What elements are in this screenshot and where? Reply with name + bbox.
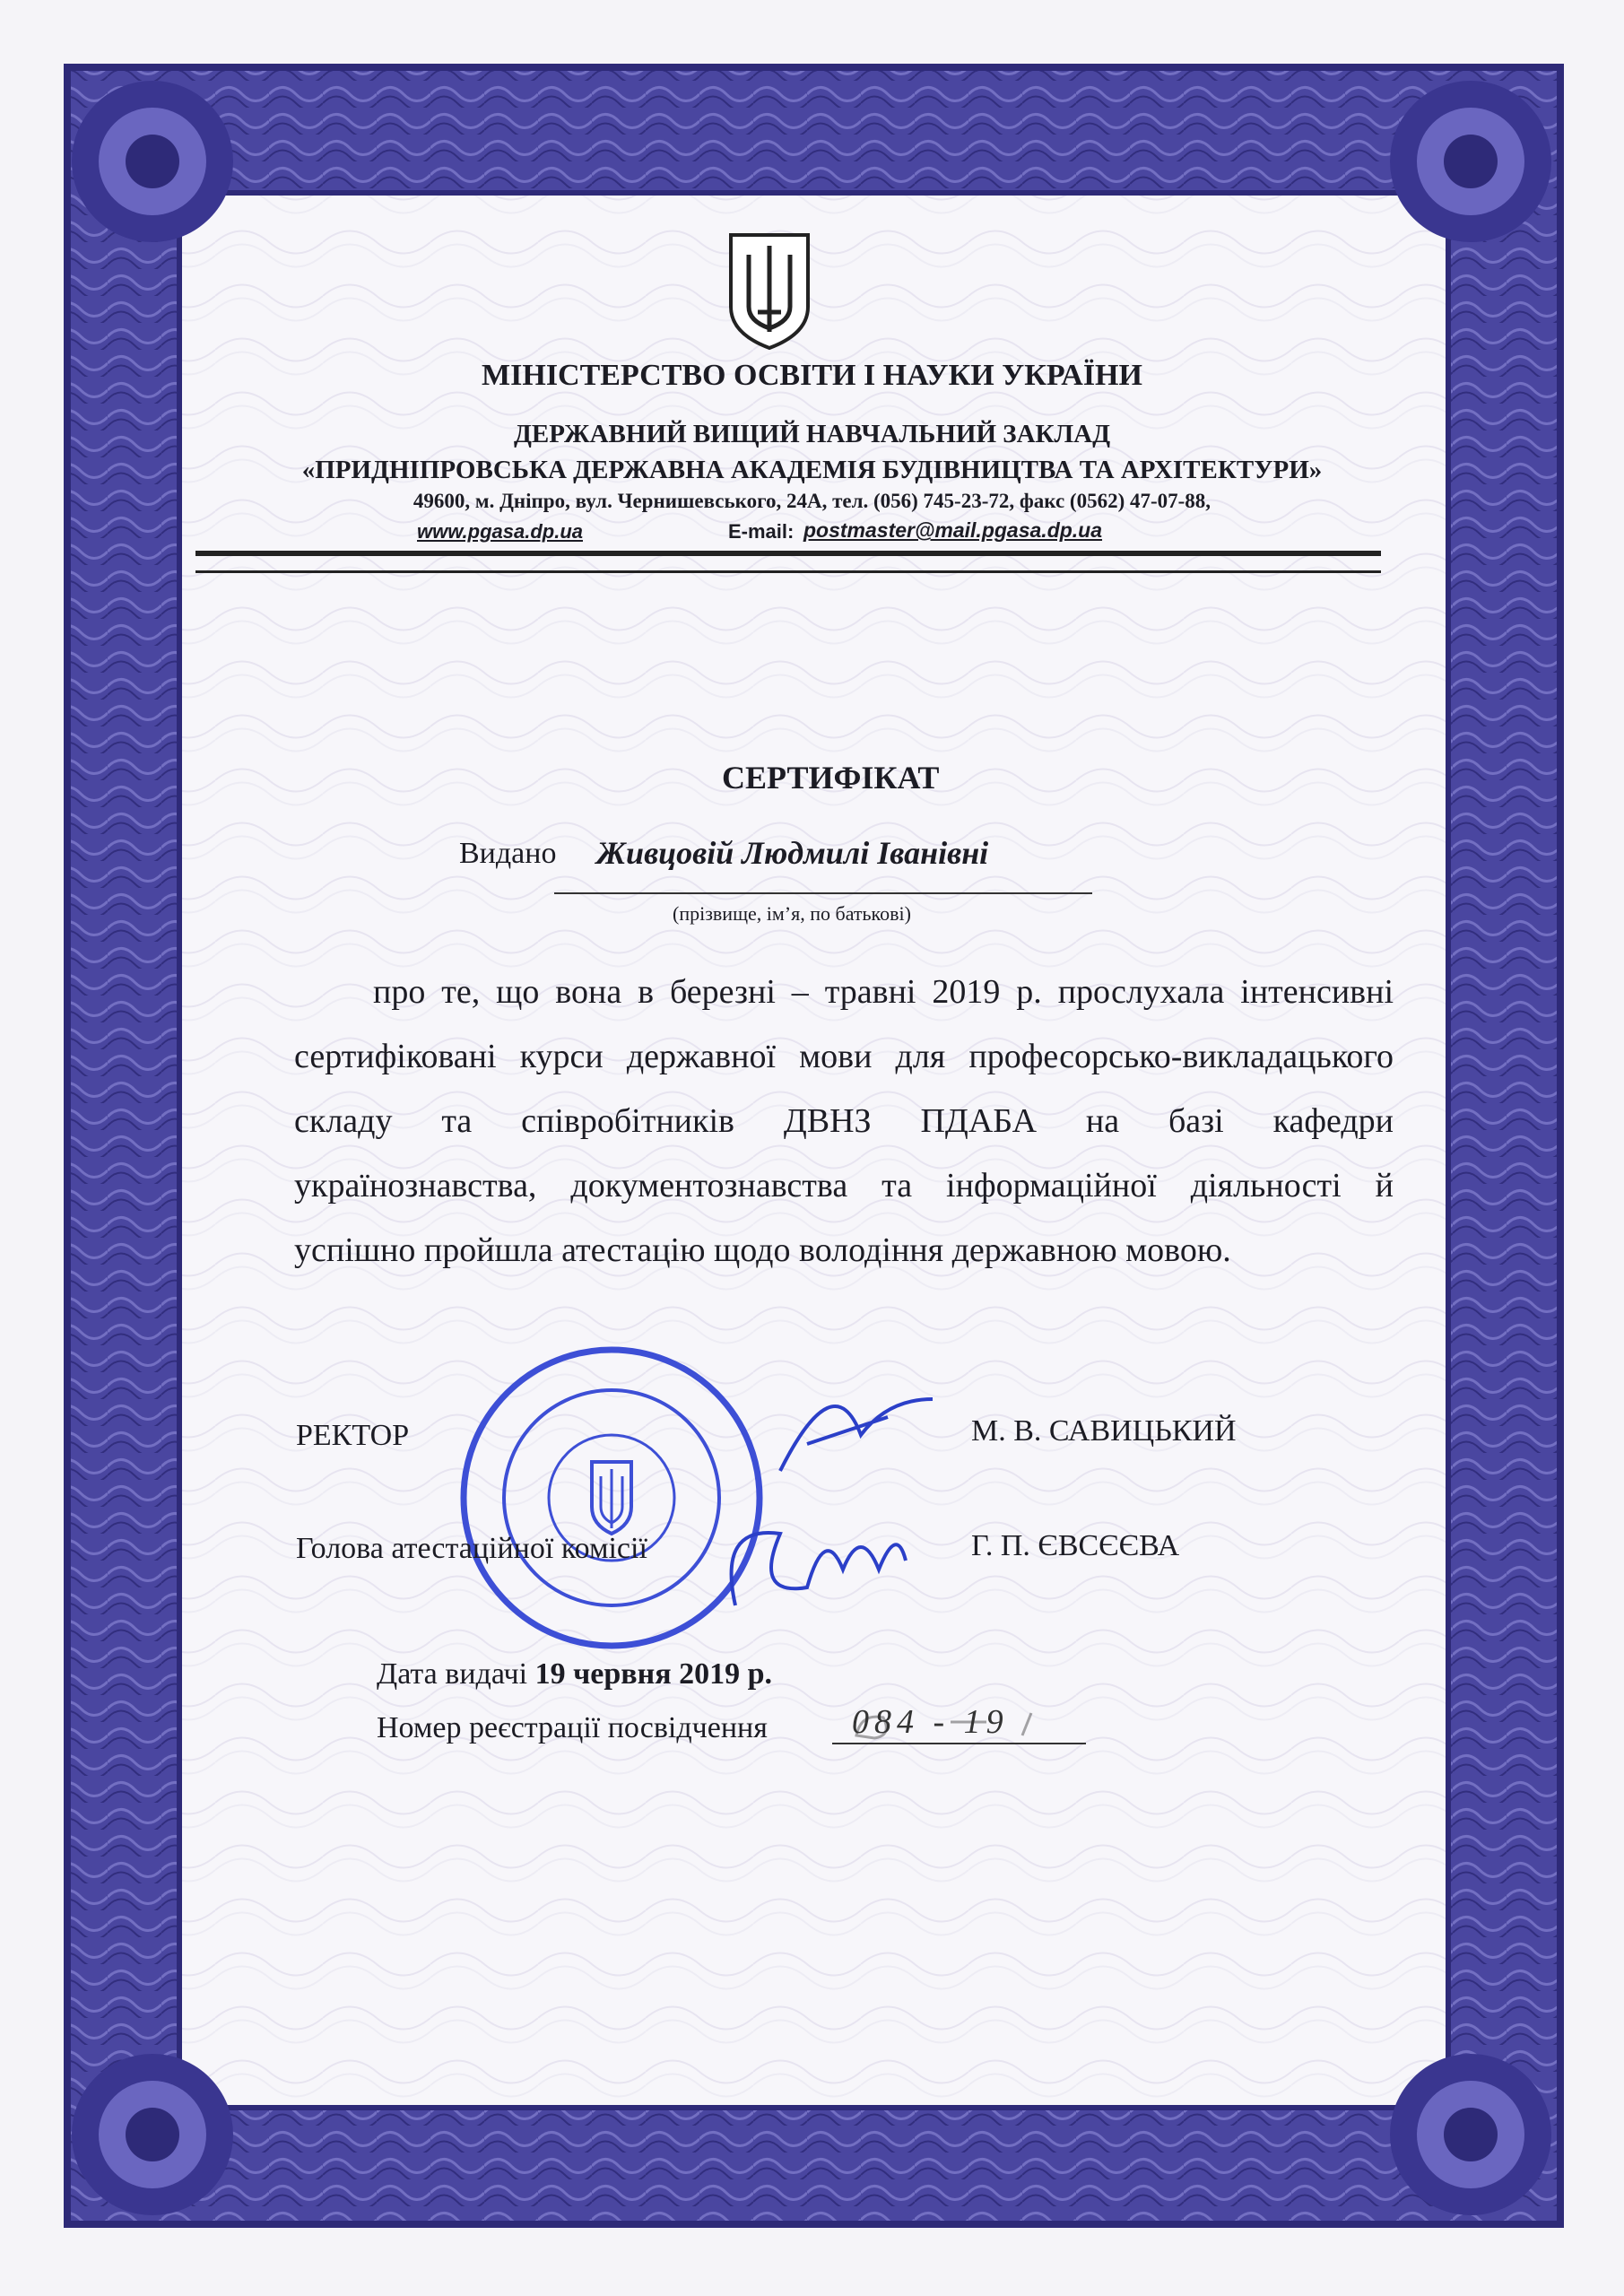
registration-label: Номер реєстрації посвідчення — [377, 1711, 768, 1744]
email-label: E-mail: — [728, 520, 795, 543]
reg-underline — [832, 1743, 1086, 1744]
trident-emblem — [731, 235, 808, 348]
body-line-2: сертифіковані курси державної мови для професорсько-викладацького — [294, 1038, 1394, 1075]
issue-date — [377, 1657, 772, 1692]
institution-address: 49600, м. Дніпро, вул. Чернишевського, 24А, тел. (056) 745-23-72, факс (0562) 47-07-88, — [413, 490, 1211, 512]
commission-label: Голова атестаційної комісії — [296, 1532, 647, 1565]
website-link[interactable]: www.pgasa.dp.ua — [417, 520, 583, 543]
header-rule-thick — [195, 551, 1381, 556]
certificate-body — [294, 960, 1394, 1283]
registration-number: 084 - 19 — [852, 1703, 1009, 1741]
commission-name: Г. П. ЄВСЄЄВА — [971, 1529, 1180, 1562]
issued-label: Видано — [459, 837, 557, 870]
certificate-title: СЕРТИФІКАТ — [722, 760, 940, 796]
header-rule-thin — [195, 570, 1381, 573]
issue-date-label: Дата видачі — [377, 1657, 528, 1691]
recipient-underline — [554, 892, 1092, 894]
corner-rosette-top-left — [72, 81, 233, 242]
body-line-5: успішно пройшла атестацію щодо володіння державною мовою. — [294, 1231, 1231, 1269]
body-line-4: українознавства, документознавства та інформаційної діяльності й — [294, 1167, 1394, 1205]
ministry-title: МІНІСТЕРСТВО ОСВІТИ І НАУКИ УКРАЇНИ — [482, 359, 1142, 392]
corner-rosette-bottom-right — [1390, 2054, 1551, 2215]
rector-label: РЕКТОР — [296, 1419, 410, 1452]
email-link[interactable]: postmaster@mail.pgasa.dp.ua — [803, 518, 1103, 542]
corner-rosette-bottom-left — [72, 2054, 233, 2215]
institution-name: «ПРИДНІПРОВСЬКА ДЕРЖАВНА АКАДЕМІЯ БУДІВНИЦТВА ТА АРХІТЕКТУРИ» — [301, 456, 1323, 484]
issue-date-value: 19 червня 2019 р. — [534, 1657, 773, 1691]
corner-rosette-top-right — [1390, 81, 1551, 242]
rector-name: М. В. САВИЦЬКИЙ — [971, 1414, 1237, 1448]
institution-type: ДЕРЖАВНИЙ ВИЩИЙ НАВЧАЛЬНИЙ ЗАКЛАД — [513, 420, 1111, 448]
body-line-1: про те, що вона в березні – травні 2019 р. прослухала інтенсивні — [373, 973, 1394, 1011]
recipient-hint: (прізвище, ім’я, по батькові) — [673, 902, 911, 925]
body-line-3: складу та співробітників ДВНЗ ПДАБА на базі кафедри — [294, 1102, 1394, 1140]
recipient-name: Живцовій Людмилі Іванівні — [596, 835, 989, 871]
